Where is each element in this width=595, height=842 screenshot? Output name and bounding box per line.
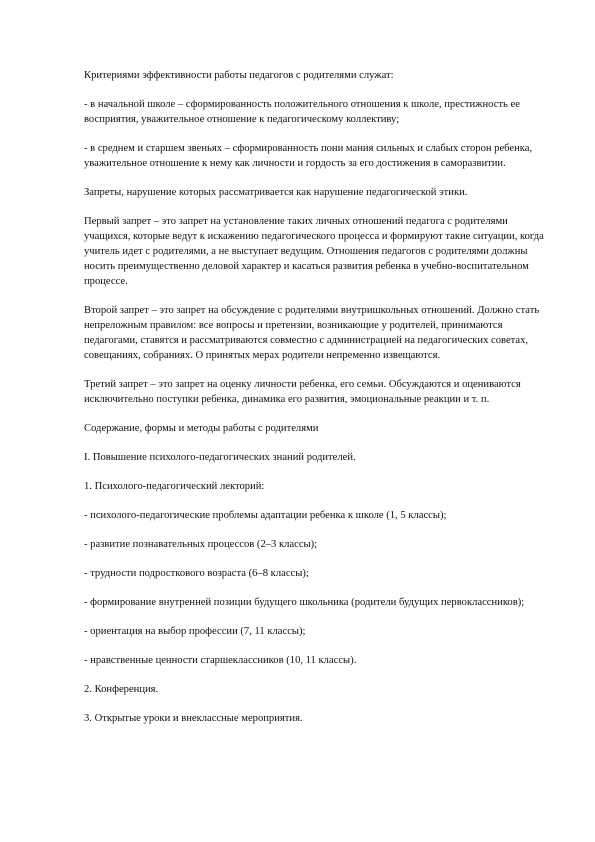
list-item-adaptation: - психолого-педагогические проблемы адаптации ребенка к школе (1, 5 классы); — [84, 510, 447, 521]
document-body — [84, 68, 548, 740]
list-item-adolescence: - трудности подросткового возраста (6–8 классы); — [84, 568, 309, 579]
paragraph-prohibitions-heading: Запреты, нарушение которых рассматривается как нарушение педагогической этики. — [84, 187, 468, 198]
paragraph-content-forms-heading: Содержание, формы и методы работы с родителями — [84, 423, 319, 434]
paragraph-third-prohibition: Третий запрет – это запрет на оценку личности ребенка, его семьи. Обсуждаются и оцениваются исключительно поступки ребенка, динамика его развития, эмоциональные реакции и т. п. — [84, 379, 521, 405]
paragraph-second-prohibition: Второй запрет – это запрет на обсуждение с родителями внутришкольных отношений. Должно стать непреложным правилом: все вопросы и претензии, возникающие у родителей, принимаются педагогами, ставятся и рассматриваются совместно с администрацией на педагогических советах, совещаниях, собраниях. О принятых мерах родители непременно извещаются. — [84, 305, 540, 361]
paragraph-open-lessons: 3. Открытые уроки и внеклассные мероприятия. — [84, 713, 303, 724]
list-item-profession: - ориентация на выбор профессии (7, 11 классы); — [84, 626, 306, 637]
list-item-moral-values: - нравственные ценности старшеклассников (10, 11 классы). — [84, 655, 357, 666]
list-item-internal-position: - формирование внутренней позиции будущего школьника (родители будущих первоклассников); — [84, 597, 525, 608]
list-item-cognitive: - развитие познавательных процессов (2–3 классы); — [84, 539, 318, 550]
paragraph-section-one: I. Повышение психолого-педагогических знаний родителей. — [84, 452, 356, 463]
paragraph-middle-senior-school: - в среднем и старшем звеньях – сформированность пони мания сильных и слабых сторон ребенка, уважительное отношение к нему как личности и гордость за его достижения в саморазвитии. — [84, 143, 533, 169]
paragraph-conference: 2. Конференция. — [84, 684, 159, 695]
paragraph-criteria-heading: Критериями эффективности работы педагогов с родителями служат: — [84, 70, 394, 81]
paragraph-lecture-hall: 1. Психолого-педагогический лекторий: — [84, 481, 265, 492]
paragraph-primary-school: - в начальной школе – сформированность положительного отношения к школе, престижность ее восприятия, уважительное отношение к педагогическому коллективу; — [84, 99, 520, 125]
paragraph-first-prohibition: Первый запрет – это запрет на установление таких личных отношений педагога с родителями учащихся, которые ведут к искажению педагогического процесса и формируют такие ситуации, когда учитель идет с родителями, а не выступает ведущим. Отношения педагогов с родителями должны носить преимущественно деловой характер и касаться развития ребенка в учебно-воспитательном процессе. — [84, 216, 544, 287]
